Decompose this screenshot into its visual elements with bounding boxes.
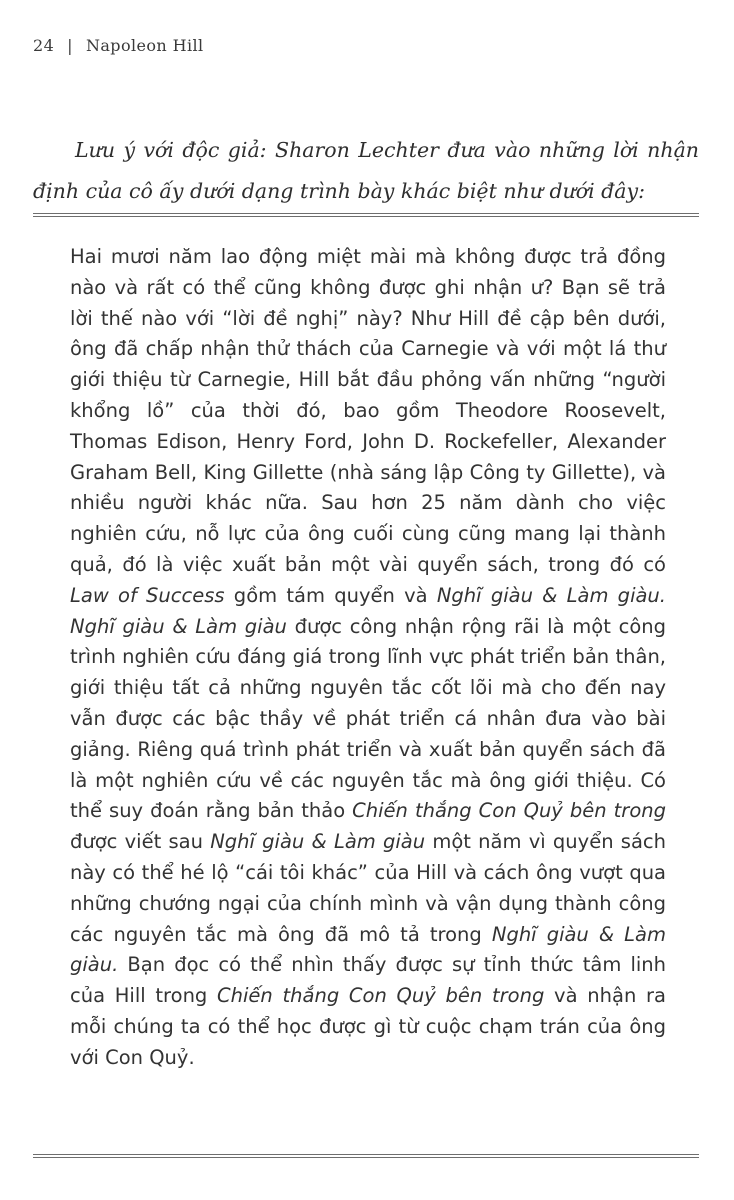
reader-note-paragraph: Lưu ý với độc giả: Sharon Lechter đưa vào những lời nhận định của cô ấy dưới dạng trình bày khác biệt như dưới đây: <box>33 138 699 203</box>
quote-paragraph: Hai mươi năm lao động miệt mài mà không được trả đồng nào và rất có thể cũng không được ghi nhận ư? Bạn sẽ trả lời thế nào với “lời đề nghị” này? Như Hill đề cập bên dưới, ông đã chấp nhận thử thách của Carnegie và với một lá thư giới thiệu từ Carnegie, Hill bắt đầu phỏng vấn những “người khổng lồ” của thời đó, bao gồm Theodore Roosevelt, Thomas Edison, Henry Ford, John D. Rockefeller, Alexander Graham Bell, King Gillette (nhà sáng lập Công ty Gillette), và nhiều người khác nữa. Sau hơn 25 năm dành cho việc nghiên cứu, nỗ lực của ông cuối cùng cũng mang lại thành quả, đó là việc xuất bản một vài quyển sách, trong đó có Law of Success gồm tám quyển và Nghĩ giàu & Làm giàu. Nghĩ giàu & Làm giàu được công nhận rộng rãi là một công trình nghiên cứu đáng giá trong lĩnh vực phát triển bản thân, giới thiệu tất cả những nguyên tắc cốt lõi mà cho đến nay vẫn được các bậc thầy về phát triển cá nhân đưa vào bài giảng. Riêng quá trình phát triển và xuất bản quyển sách đã là một nghiên cứu về các nguyên tắc mà ông giới thiệu. Có thể suy đoán rằng bản thảo Chiến thắng Con Quỷ bên trong được viết sau Nghĩ giàu & Làm giàu một năm vì quyển sách này có thể hé lộ “cái tôi khác” của Hill và cách ông vượt qua những chướng ngại của chính mình và vận dụng thành công các nguyên tắc mà ông đã mô tả trong Nghĩ giàu & Làm giàu. Bạn đọc có thể nhìn thấy được sự tỉnh thức tâm linh của Hill trong Chiến thắng Con Quỷ bên trong và nhận ra mỗi chúng ta có thể học được gì từ cuộc chạm trán của ông với Con Quỷ. <box>70 245 666 1069</box>
header-separator: | <box>67 36 73 55</box>
page-number: 24 <box>33 36 55 55</box>
page-header <box>33 36 204 55</box>
bottom-divider <box>33 1154 699 1158</box>
running-title: Napoleon Hill <box>85 36 204 55</box>
top-divider <box>33 213 699 217</box>
